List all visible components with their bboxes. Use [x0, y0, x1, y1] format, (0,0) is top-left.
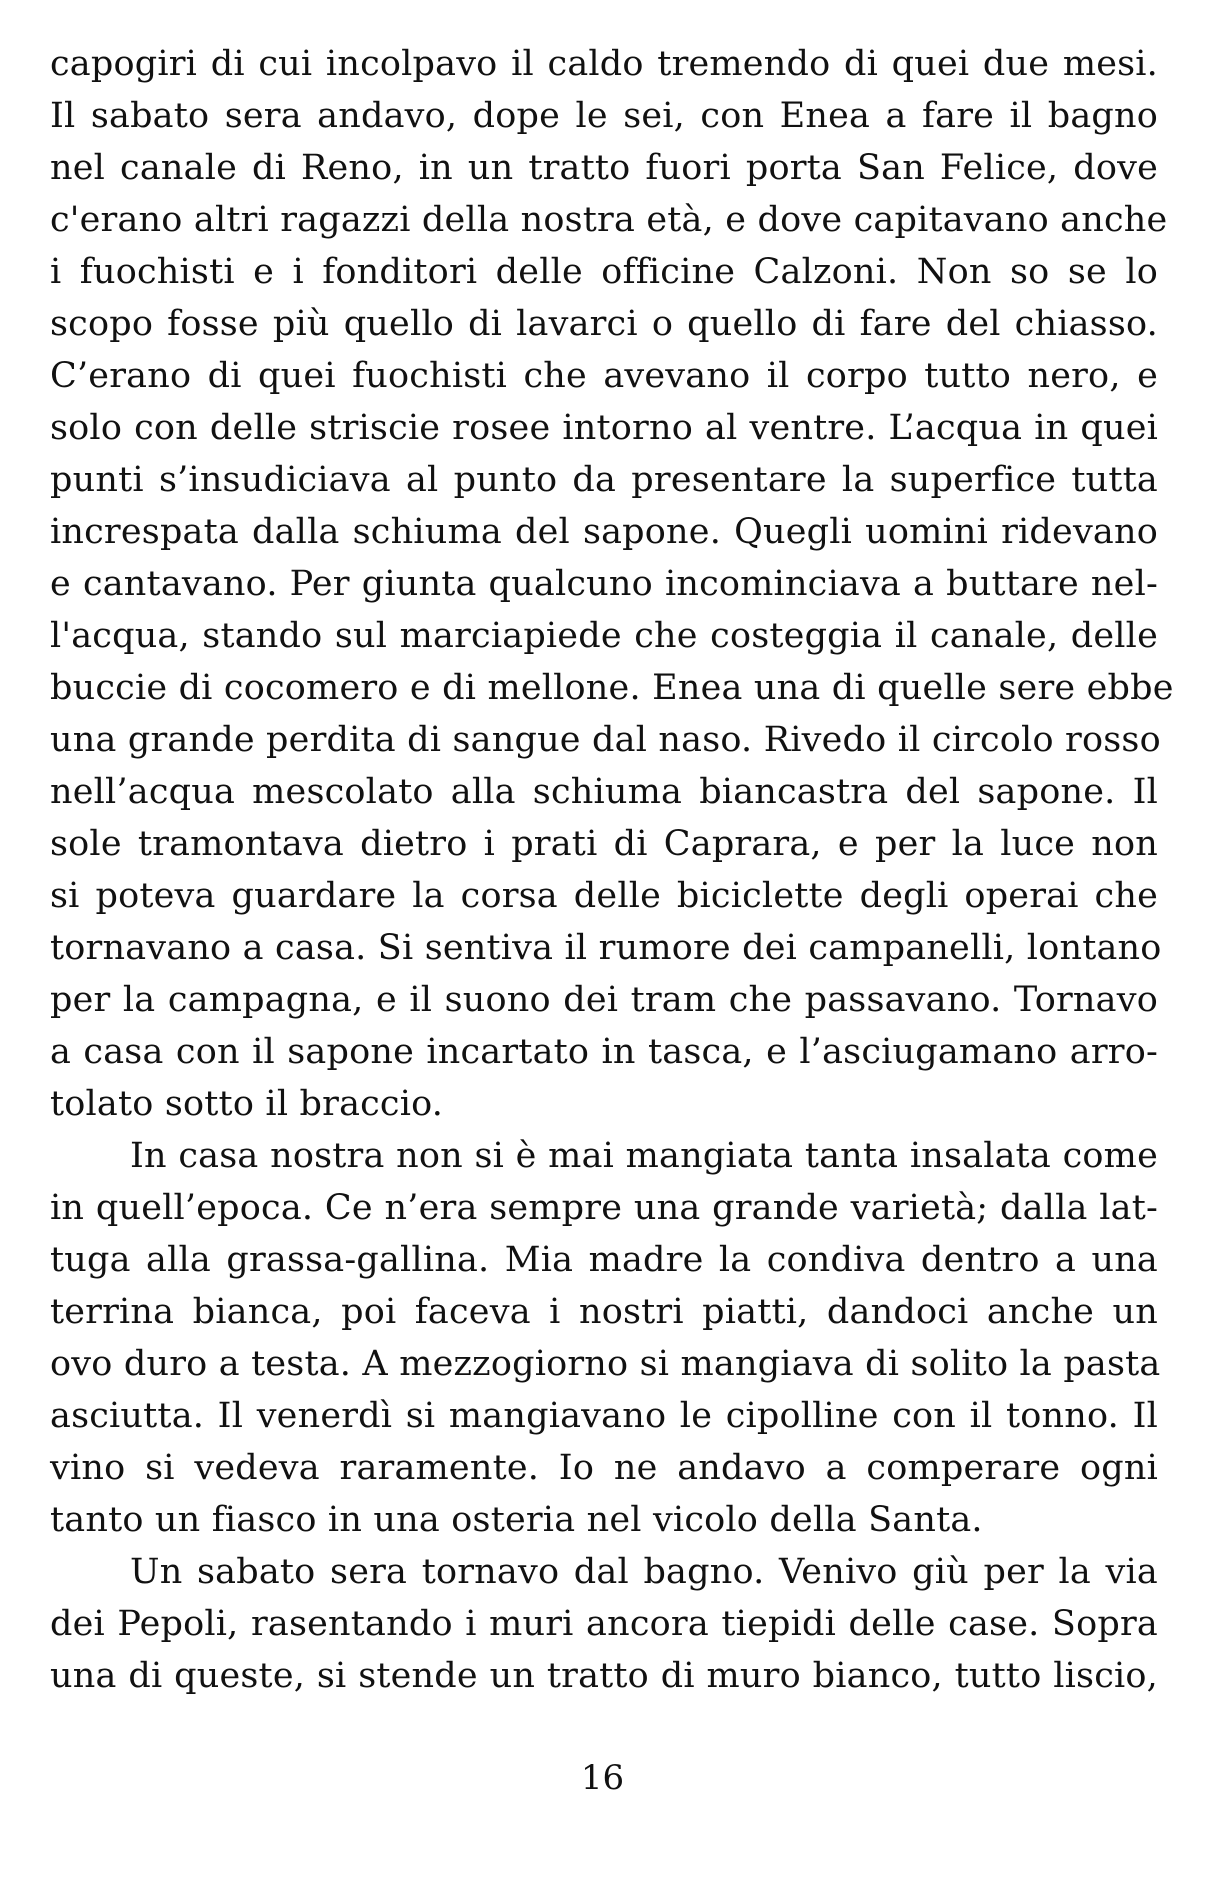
text-line: nell’acqua mescolato alla schiuma biancastra del sapone. Il	[50, 772, 1158, 812]
text-line: i fuochisti e i fonditori delle officine Calzoni. Non so se lo	[50, 252, 1158, 292]
text-line: a casa con il sapone incartato in tasca, e l’asciugamano arro-	[50, 1032, 1158, 1072]
text-line: vino si vedeva raramente. Io ne andavo a comperare ogni	[50, 1448, 1158, 1488]
text-line: si poteva guardare la corsa delle biciclette degli operai che	[50, 876, 1158, 916]
text-line: terrina bianca, poi faceva i nostri piatti, dandoci anche un	[50, 1292, 1158, 1332]
text-line: asciutta. Il venerdì si mangiavano le cipolline con il tonno. Il	[50, 1396, 1158, 1436]
text-line: e cantavano. Per giunta qualcuno incominciava a buttare nel-	[50, 564, 1158, 604]
paragraph-end-line: tanto un fiasco in una osteria nel vicolo della Santa.	[50, 1500, 983, 1540]
text-line: nel canale di Reno, in un tratto fuori porta San Felice, dove	[50, 148, 1158, 188]
paragraph-end-line: tolato sotto il braccio.	[50, 1084, 444, 1124]
text-line: una di queste, si stende un tratto di muro bianco, tutto liscio,	[50, 1656, 1158, 1696]
text-line: c'erano altri ragazzi della nostra età, e dove capitavano anche	[50, 200, 1168, 240]
text-line: C’erano di quei fuochisti che avevano il corpo tutto nero, e	[50, 356, 1158, 396]
text-line: punti s’insudiciava al punto da presentare la superfice tutta	[50, 460, 1158, 500]
text-line: tornavano a casa. Si sentiva il rumore dei campanelli, lontano	[50, 928, 1162, 968]
text-line: solo con delle striscie rosee intorno al ventre. L’acqua in quei	[50, 408, 1158, 448]
text-line: tuga alla grassa-gallina. Mia madre la condiva dentro a una	[50, 1240, 1158, 1280]
text-line: capogiri di cui incolpavo il caldo tremendo di quei due mesi.	[50, 44, 1158, 84]
page-number: 16	[580, 1758, 625, 1798]
text-line: per la campagna, e il suono dei tram che passavano. Tornavo	[50, 980, 1158, 1020]
text-line: scopo fosse più quello di lavarci o quello di fare del chiasso.	[50, 304, 1158, 344]
body-text	[50, 38, 1174, 1702]
text-line: una grande perdita di sangue dal naso. Rivedo il circolo rosso	[50, 720, 1161, 760]
paragraph-start-line: In casa nostra non si è mai mangiata tanta insalata come	[130, 1136, 1158, 1176]
text-line: dei Pepoli, rasentando i muri ancora tiepidi delle case. Sopra	[50, 1604, 1158, 1644]
text-line: l'acqua, stando sul marciapiede che costeggia il canale, delle	[50, 616, 1158, 656]
text-line: in quell’epoca. Ce n’era sempre una grande varietà; dalla lat-	[50, 1188, 1158, 1228]
text-line: Il sabato sera andavo, dope le sei, con Enea a fare il bagno	[50, 96, 1158, 136]
text-line: increspata dalla schiuma del sapone. Quegli uomini ridevano	[50, 512, 1158, 552]
text-line: ovo duro a testa. A mezzogiorno si mangiava di solito la pasta	[50, 1344, 1161, 1384]
paragraph-start-line: Un sabato sera tornavo dal bagno. Venivo giù per la via	[130, 1552, 1158, 1592]
text-line: sole tramontava dietro i prati di Caprara, e per la luce non	[50, 824, 1158, 864]
text-line: buccie di cocomero e di mellone. Enea una di quelle sere ebbe	[50, 668, 1174, 708]
